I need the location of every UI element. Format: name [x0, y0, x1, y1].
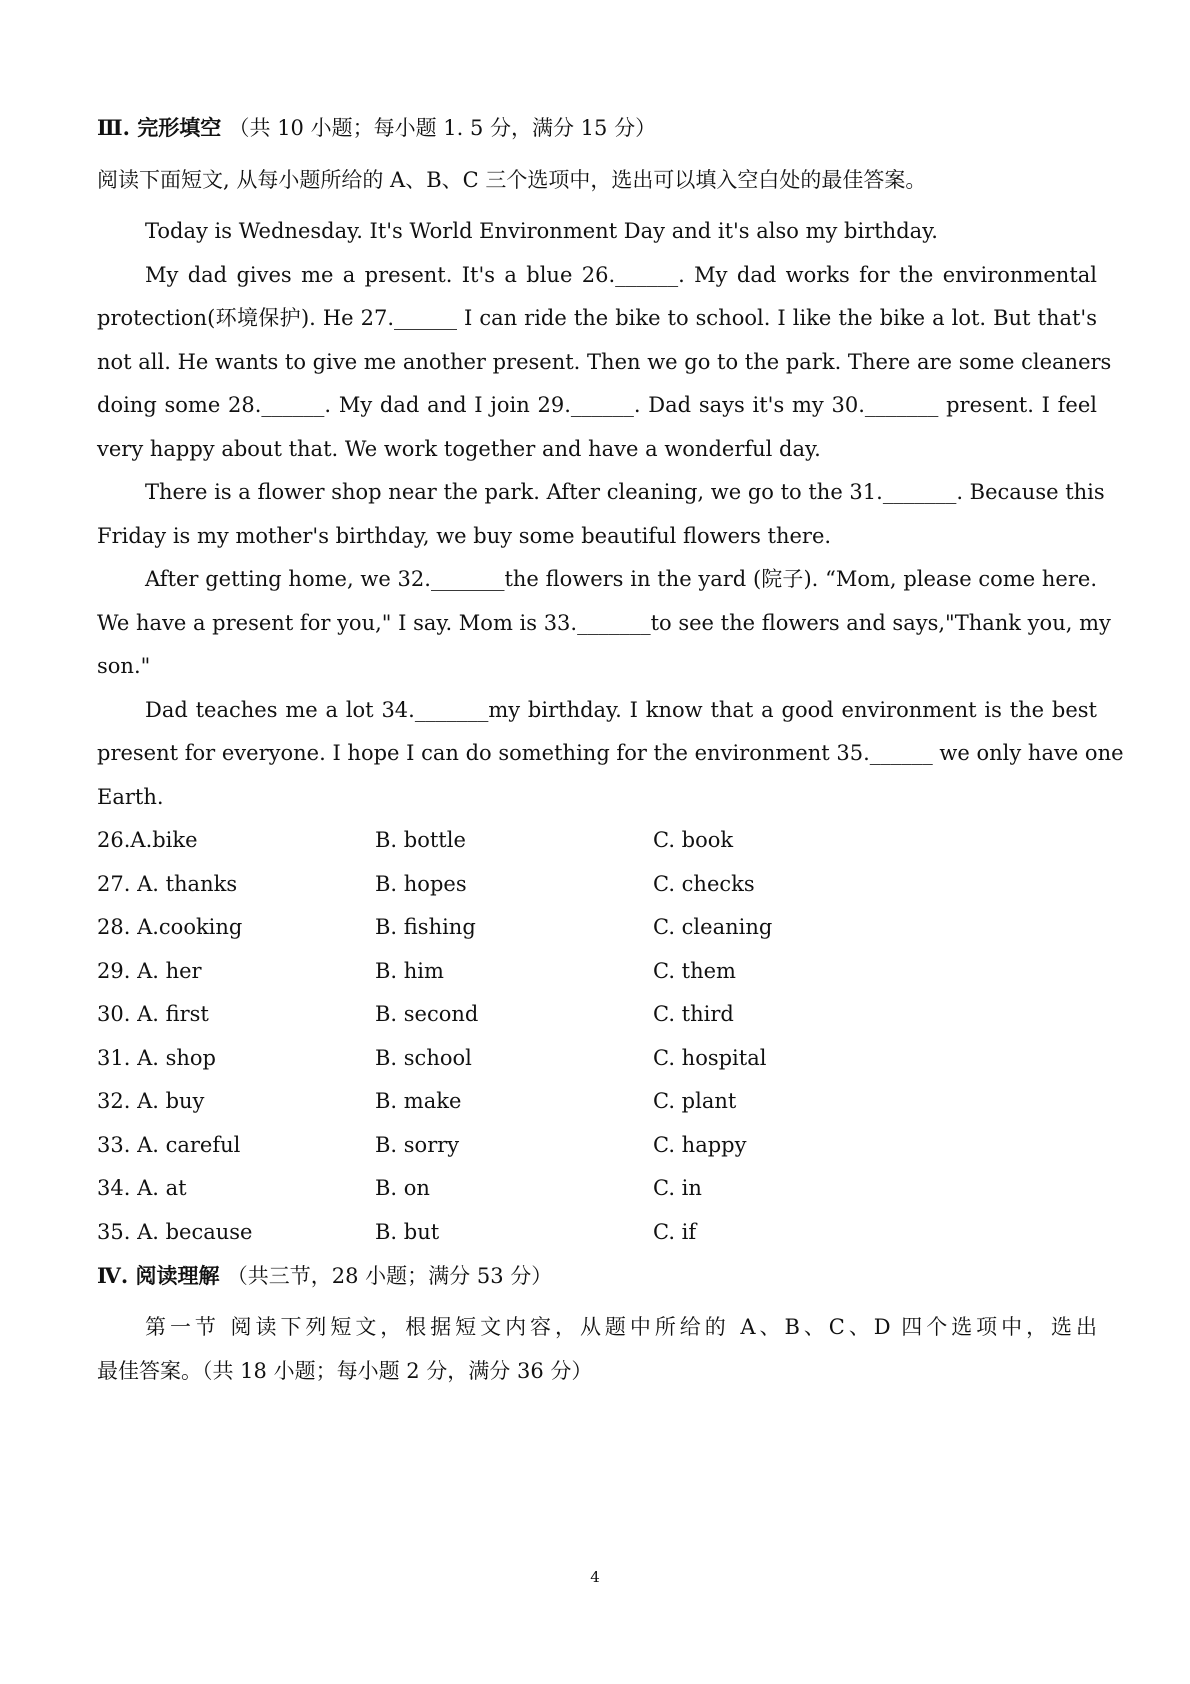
option-c: C. checks — [653, 872, 755, 896]
option-b: B. but — [375, 1220, 440, 1244]
option-b: B. sorry — [375, 1133, 460, 1157]
option-a: 35. A. because — [97, 1220, 253, 1244]
passage-line: We have a present for you," I say. Mom is 33._______to see the flowers and says,"Thank you, my — [97, 611, 1111, 635]
option-row — [97, 1217, 1097, 1247]
section4-instruction: 最佳答案。（共 18 小题；每小题 2 分，满分 36 分） — [97, 1359, 593, 1383]
option-a: 33. A. careful — [97, 1133, 241, 1157]
section4-instruction: 第一节 阅读下列短文，根据短文内容，从题中所给的 A、B、C、D 四个选项中，选出 — [145, 1315, 1097, 1339]
passage-line: doing some 28.______. My dad and I join 29.______. Dad says it's my 30._______ present. I feel — [97, 393, 1097, 417]
passage-line: Today is Wednesday. It's World Environment Day and it's also my birthday. — [145, 219, 938, 243]
section4-note: （共三节，28 小题；满分 53 分） — [226, 1264, 553, 1288]
option-a: 31. A. shop — [97, 1046, 216, 1070]
option-a: 26.A.bike — [97, 828, 198, 852]
section3-heading — [97, 113, 1097, 143]
option-c: C. if — [653, 1220, 697, 1244]
passage-line: present for everyone. I hope I can do something for the environment 35.______ we only have one — [97, 741, 1124, 765]
option-c: C. in — [653, 1176, 702, 1200]
passage-line: son." — [97, 654, 151, 678]
option-c: C. book — [653, 828, 734, 852]
option-row — [97, 1173, 1097, 1203]
page-number: 4 — [590, 1568, 600, 1586]
passage-line: Earth. — [97, 785, 164, 809]
option-a: 29. A. her — [97, 959, 202, 983]
option-c: C. third — [653, 1002, 734, 1026]
option-row — [97, 1130, 1097, 1160]
section3-title: Ⅲ. 完形填空 — [97, 115, 222, 140]
option-b: B. second — [375, 1002, 479, 1026]
option-a: 27. A. thanks — [97, 872, 238, 896]
option-c: C. hospital — [653, 1046, 767, 1070]
passage-line: Dad teaches me a lot 34._______my birthday. I know that a good environment is the best — [145, 698, 1097, 722]
section3-instruction: 阅读下面短文, 从每小题所给的 A、B、C 三个选项中，选出可以填入空白处的最佳答案。 — [97, 168, 927, 192]
passage-line: Friday is my mother's birthday, we buy some beautiful flowers there. — [97, 524, 832, 548]
passage-line: not all. He wants to give me another present. Then we go to the park. There are some cleaners — [97, 350, 1112, 374]
option-b: B. school — [375, 1046, 472, 1070]
option-row — [97, 1043, 1097, 1073]
option-b: B. make — [375, 1089, 462, 1113]
option-row — [97, 825, 1097, 855]
option-b: B. him — [375, 959, 444, 983]
option-b: B. bottle — [375, 828, 466, 852]
option-b: B. on — [375, 1176, 430, 1200]
passage-line: After getting home, we 32._______the flowers in the yard (院子). “Mom, please come here. — [145, 567, 1097, 591]
option-c: C. happy — [653, 1133, 747, 1157]
option-c: C. cleaning — [653, 915, 773, 939]
option-b: B. hopes — [375, 872, 467, 896]
option-row — [97, 869, 1097, 899]
passage-line: My dad gives me a present. It's a blue 26.______. My dad works for the environmental — [145, 263, 1097, 287]
option-a: 34. A. at — [97, 1176, 187, 1200]
option-c: C. them — [653, 959, 736, 983]
option-a: 28. A.cooking — [97, 915, 243, 939]
option-row — [97, 999, 1097, 1029]
section4-heading — [97, 1261, 1097, 1291]
passage-line: There is a flower shop near the park. After cleaning, we go to the 31._______. Because this — [145, 480, 1105, 504]
option-a: 32. A. buy — [97, 1089, 205, 1113]
passage-line: very happy about that. We work together and have a wonderful day. — [97, 437, 821, 461]
option-row — [97, 912, 1097, 942]
option-row — [97, 956, 1097, 986]
section4-title: Ⅳ. 阅读理解 — [97, 1263, 220, 1288]
passage-line: protection(环境保护). He 27.______ I can ride the bike to school. I like the bike a lot. But that's — [97, 306, 1097, 330]
section3-note: （共 10 小题；每小题 1. 5 分，满分 15 分） — [228, 116, 657, 140]
option-a: 30. A. first — [97, 1002, 209, 1026]
option-c: C. plant — [653, 1089, 737, 1113]
option-row — [97, 1086, 1097, 1116]
option-b: B. fishing — [375, 915, 476, 939]
